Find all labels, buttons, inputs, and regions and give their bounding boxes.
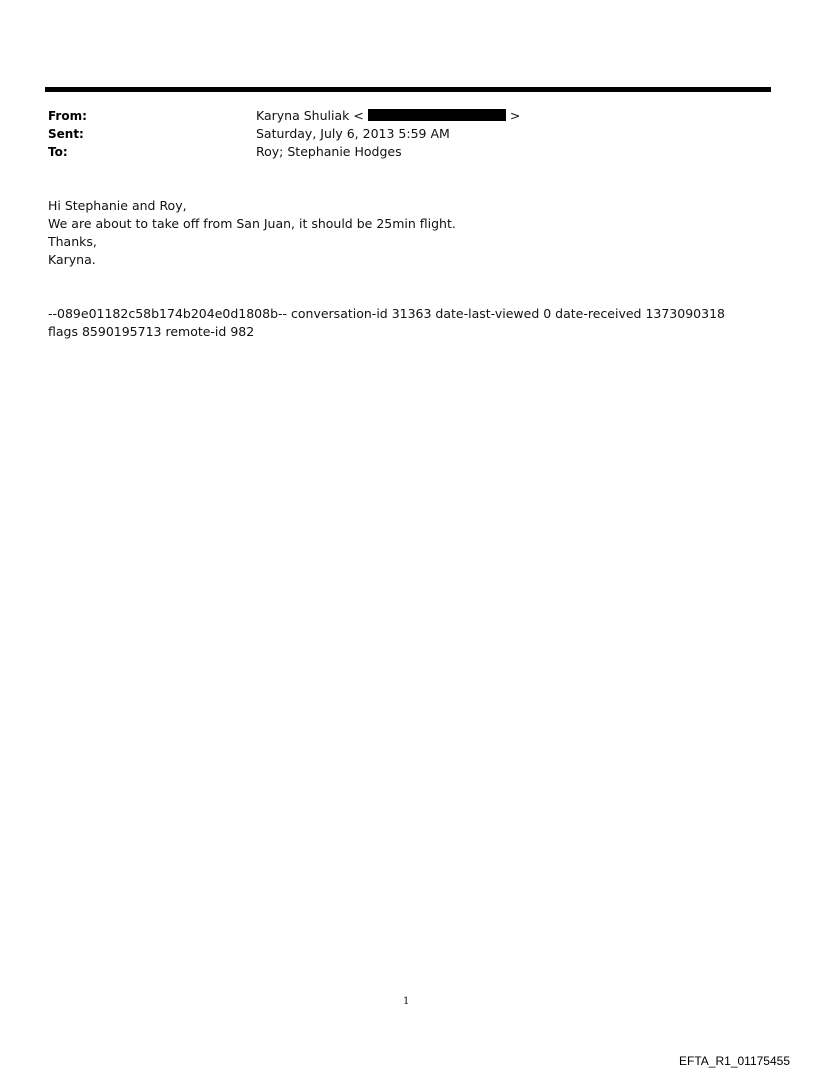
redaction-block bbox=[368, 109, 506, 121]
from-label: From: bbox=[48, 109, 87, 123]
message-metadata: --089e01182c58b174b204e0d1808b-- conversation-id 31363 date-last-viewed 0 date-received 1373090318 flags 8590195713 remote-id 982 bbox=[48, 306, 725, 339]
sent-label: Sent: bbox=[48, 127, 84, 141]
sent-value: Saturday, July 6, 2013 5:59 AM bbox=[256, 126, 450, 141]
body-line: We are about to take off from San Juan, it should be 25min flight. bbox=[48, 216, 456, 231]
to-value: Roy; Stephanie Hodges bbox=[256, 144, 402, 159]
sender-name: Karyna Shuliak bbox=[256, 108, 350, 123]
to-label: To: bbox=[48, 145, 68, 159]
email-open-bracket: < bbox=[353, 108, 364, 123]
closing-line: Thanks, bbox=[48, 234, 97, 249]
from-value bbox=[256, 107, 520, 125]
document-id: EFTA_R1_01175455 bbox=[679, 1054, 790, 1068]
email-close-bracket: > bbox=[509, 108, 521, 123]
signature-line: Karyna. bbox=[48, 252, 96, 267]
header-divider bbox=[45, 87, 771, 92]
greeting-line: Hi Stephanie and Roy, bbox=[48, 198, 187, 213]
page-number: 1 bbox=[403, 996, 410, 1007]
